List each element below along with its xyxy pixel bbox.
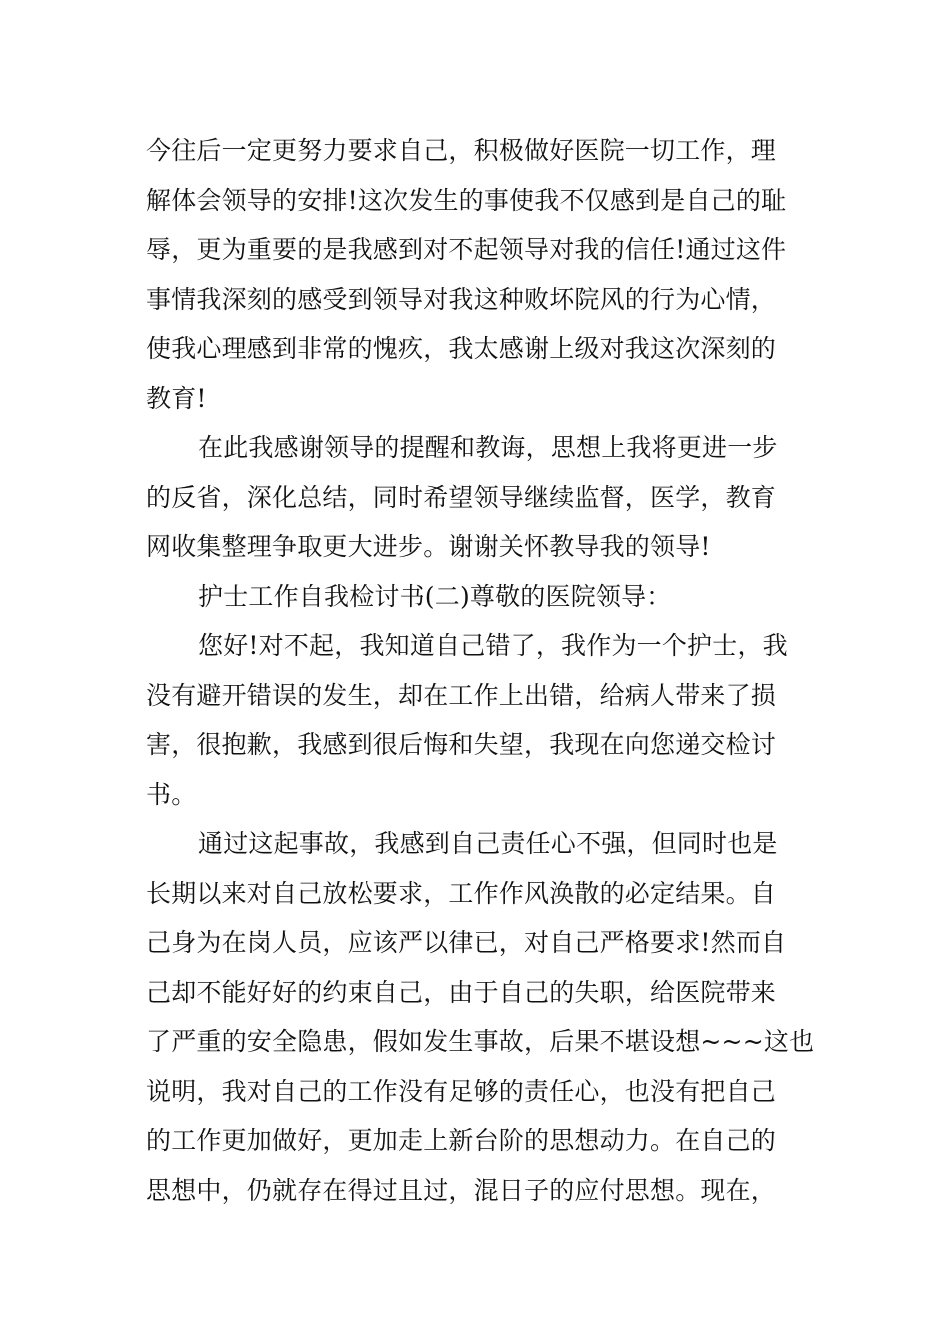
- text-line: 思想中，仍就存在得过且过，混日子的应付思想。现在，: [146, 1175, 777, 1205]
- text-line: 的反省，深化总结，同时希望领导继续监督，医学，教育: [146, 482, 777, 512]
- text-line: 没有避开错误的发生，却在工作上出错，给病人带来了损: [146, 680, 777, 710]
- section-heading: 护士工作自我检讨书(二)尊敬的医院领导：: [198, 581, 672, 611]
- text-line: 使我心理感到非常的愧疚，我太感谢上级对我这次深刻的: [146, 334, 777, 363]
- text-line: 己身为在岗人员，应该严以律已，对自己严格要求!然而自: [146, 928, 787, 957]
- text-line: 了严重的安全隐患，假如发生事故，后果不堪设想~~~这也: [146, 1027, 815, 1056]
- text-line: 事情我深刻的感受到领导对我这种败坏院风的行为心情，: [146, 284, 777, 314]
- text-line: 害，很抱歉，我感到很后悔和失望，我现在向您递交检讨: [146, 730, 777, 759]
- text-line: 己却不能好好的约束自己，由于自己的失职，给医院带来: [146, 977, 777, 1007]
- text-line: 长期以来对自己放松要求，工作作风涣散的必定结果。自: [146, 878, 777, 908]
- text-line: 书。: [146, 779, 197, 809]
- document-body: [146, 126, 815, 1215]
- text-line: 解体会领导的安排!这次发生的事使我不仅感到是自己的耻: [146, 185, 787, 215]
- text-line: 的工作更加做好，更加走上新台阶的思想动力。在自己的: [146, 1126, 777, 1155]
- text-line: 您好!对不起，我知道自己错了，我作为一个护士，我: [198, 631, 788, 660]
- text-line: 网收集整理争取更大进步。谢谢关怀教导我的领导!: [146, 532, 711, 561]
- text-line: 通过这起事故，我感到自己责任心不强，但同时也是: [198, 829, 778, 858]
- text-line: 今往后一定更努力要求自己，积极做好医院一切工作，理: [146, 136, 777, 165]
- text-line: 说明，我对自己的工作没有足够的责任心，也没有把自己: [146, 1076, 777, 1106]
- text-line: 在此我感谢领导的提醒和教诲，思想上我将更进一步: [198, 433, 778, 462]
- text-line: 辱，更为重要的是我感到对不起领导对我的信任!通过这件: [146, 235, 787, 264]
- text-line: 教育!: [146, 383, 207, 413]
